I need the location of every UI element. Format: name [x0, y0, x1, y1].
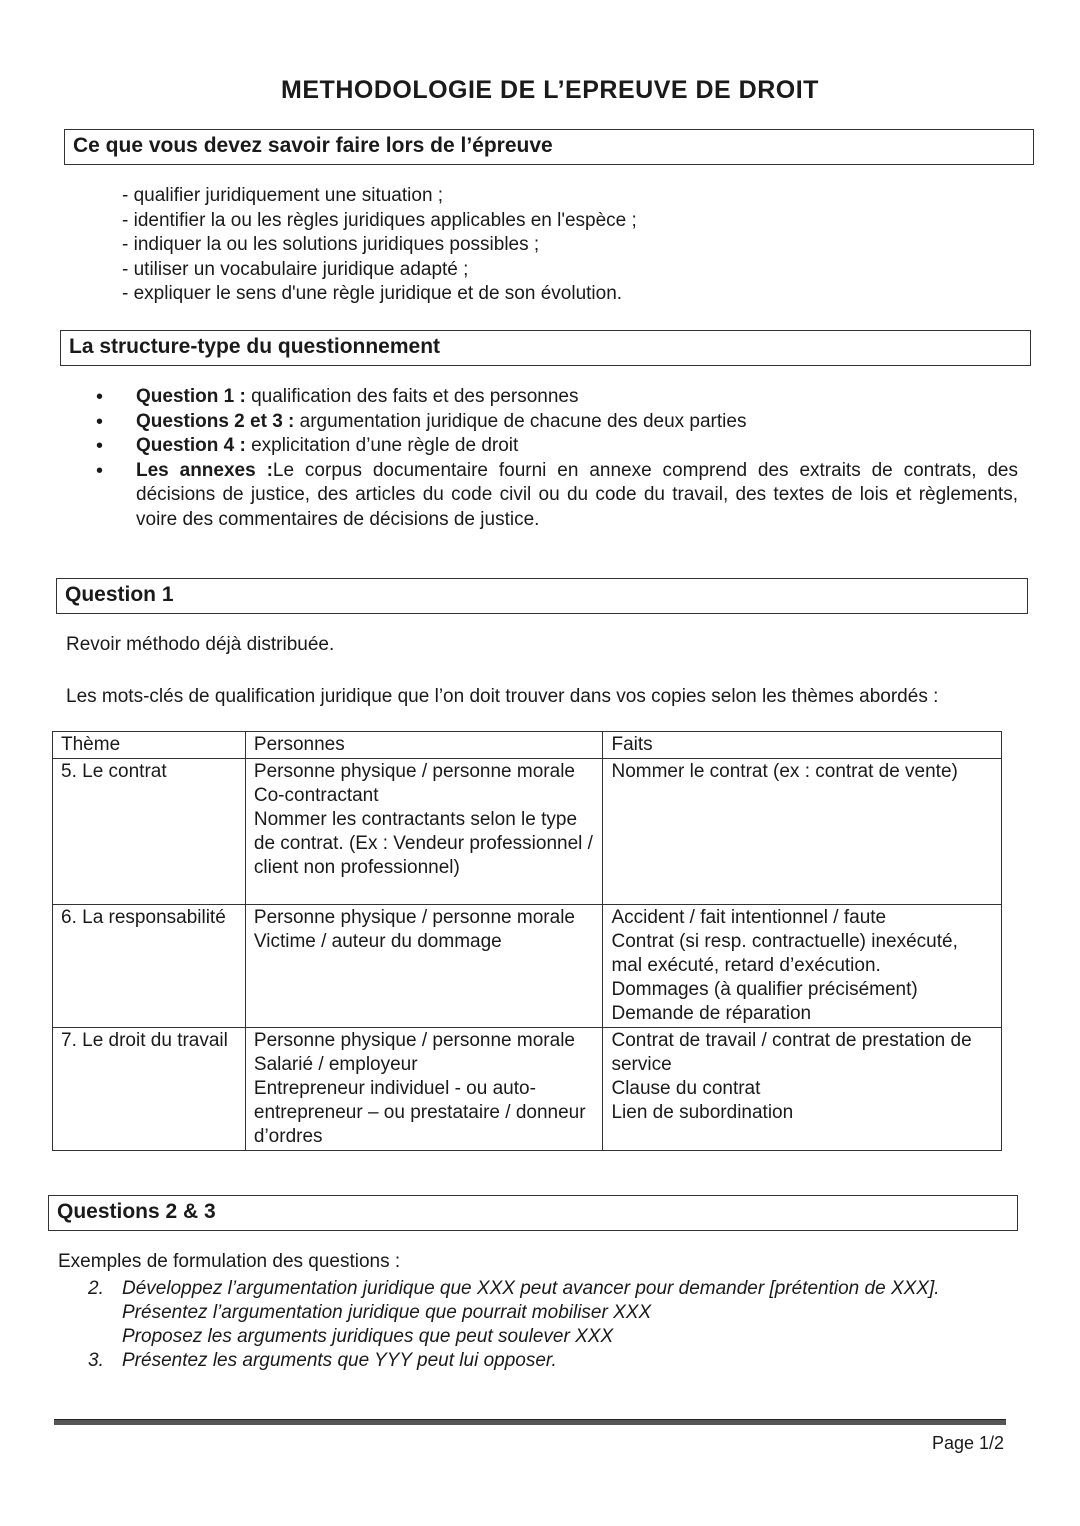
faits-cell: [603, 1028, 1002, 1151]
column-header: Personnes: [245, 732, 603, 759]
example-line: Proposez les arguments juridiques que peut soulever XXX: [122, 1326, 614, 1347]
example-line: Présentez l’argumentation juridique que pourrait mobiliser XXX: [122, 1302, 652, 1323]
personnes-cell: [245, 905, 603, 1028]
example-line: Présentez les arguments que YYY peut lui opposer.: [122, 1350, 557, 1371]
column-header: Faits: [603, 732, 1002, 759]
page-title: METHODOLOGIE DE L’EPREUVE DE DROIT: [281, 76, 819, 104]
cell-line: Nommer le contrat (ex : contrat de vente): [611, 761, 958, 782]
personnes-cell: [245, 1028, 603, 1151]
question1-lead: Les mots-clés de qualification juridique que l’on doit trouver dans vos copies selon les thèmes abordés :: [66, 686, 939, 707]
page-number: Page 1/2: [931, 1433, 1004, 1453]
cell-line: Nommer les contractants selon le type de contrat. (Ex : Vendeur professionnel / client non professionnel): [253, 809, 593, 878]
cell-line: Dommages (à qualifier précisément): [611, 979, 918, 1000]
item-number: 3.: [88, 1350, 104, 1371]
cell-line: Personne physique / personne morale: [253, 761, 575, 782]
item-text: argumentation juridique de chacune des deux parties: [294, 410, 747, 432]
footer-divider: [54, 1419, 1006, 1425]
item-label: Question 4 :: [136, 435, 246, 456]
questions23-intro: Exemples de formulation des questions :: [58, 1251, 401, 1272]
section-heading-structure: [60, 330, 1031, 366]
item-label: Questions 2 et 3 :: [136, 410, 295, 432]
list-item: [96, 385, 1018, 410]
item-text: Le corpus documentaire fourni en annexe comprend des extraits de contrats, des décisions de justice, des articles du code civil ou du code du travail, des textes de lois et règlements, voire des commentaires de décisions de justice.: [136, 459, 1019, 530]
list-item: - qualifier juridiquement une situation ;: [122, 185, 444, 206]
cell-line: Personne physique / personne morale: [253, 1030, 575, 1051]
question1-intro: Revoir méthodo déjà distribuée.: [66, 634, 335, 655]
cell-line: Contrat (si resp. contractuelle) inexécuté, mal exécuté, retard d’exécution.: [611, 931, 958, 976]
section-heading-label: Question 1: [65, 583, 174, 606]
table-row: [53, 1028, 1002, 1151]
list-item: [96, 459, 1018, 533]
example-line: Développez l’argumentation juridique que XXX peut avancer pour demander [prétention de XXX].: [122, 1278, 940, 1299]
list-item: [96, 434, 1018, 459]
table-row: [53, 759, 1002, 905]
item-label: Question 1 :: [136, 386, 246, 407]
table-row: [53, 905, 1002, 1028]
column-header: Thème: [53, 732, 246, 759]
item-text: explicitation d’une règle de droit: [245, 435, 519, 456]
examples-list: [88, 1277, 1008, 1373]
cell-line: Victime / auteur du dommage: [253, 931, 502, 952]
list-item: - utiliser un vocabulaire juridique adapté ;: [122, 258, 469, 280]
cell-line: Clause du contrat: [611, 1078, 761, 1099]
cell-line: Lien de subordination: [611, 1102, 794, 1123]
cell-line: Demande de réparation: [611, 1003, 812, 1024]
cell-line: Entrepreneur individuel - ou auto-entrepreneur – ou prestataire / donneur d’ordres: [253, 1078, 586, 1147]
section-heading-label: Ce que vous devez savoir faire lors de l’épreuve: [73, 134, 553, 157]
cell-line: Accident / fait intentionnel / faute: [611, 907, 887, 928]
theme-cell: 5. Le contrat: [53, 759, 246, 905]
list-item: - indiquer la ou les solutions juridiques possibles ;: [122, 234, 540, 255]
section-heading-label: La structure-type du questionnement: [69, 335, 441, 358]
list-item: - identifier la ou les règles juridiques applicables en l'espèce ;: [122, 209, 637, 231]
competences-list: [122, 184, 637, 307]
keywords-table: [52, 731, 1002, 1151]
section-heading-question-1: [56, 578, 1028, 614]
cell-line: Salarié / employeur: [253, 1054, 418, 1075]
item-text: qualification des faits et des personnes: [245, 386, 579, 407]
section-heading-competences: [64, 129, 1034, 165]
table-header-row: [53, 732, 1002, 759]
theme-cell: 6. La responsabilité: [53, 905, 246, 1028]
cell-line: Co-contractant: [253, 785, 379, 806]
section-heading-questions-2-3: [48, 1195, 1018, 1231]
structure-list: [96, 385, 1018, 532]
item-label: Les annexes :: [136, 459, 273, 481]
list-item: [88, 1349, 1008, 1373]
list-item: - expliquer le sens d'une règle juridique et de son évolution.: [122, 283, 623, 304]
faits-cell: [603, 905, 1002, 1028]
cell-line: Personne physique / personne morale: [253, 907, 575, 928]
theme-cell: 7. Le droit du travail: [53, 1028, 246, 1151]
list-item: [96, 410, 1018, 435]
cell-line: Contrat de travail / contrat de prestation de service: [611, 1030, 972, 1075]
list-item: [88, 1277, 1008, 1349]
faits-cell: [603, 759, 1002, 905]
personnes-cell: [245, 759, 603, 905]
item-number: 2.: [88, 1278, 104, 1299]
section-heading-label: Questions 2 & 3: [57, 1200, 216, 1223]
